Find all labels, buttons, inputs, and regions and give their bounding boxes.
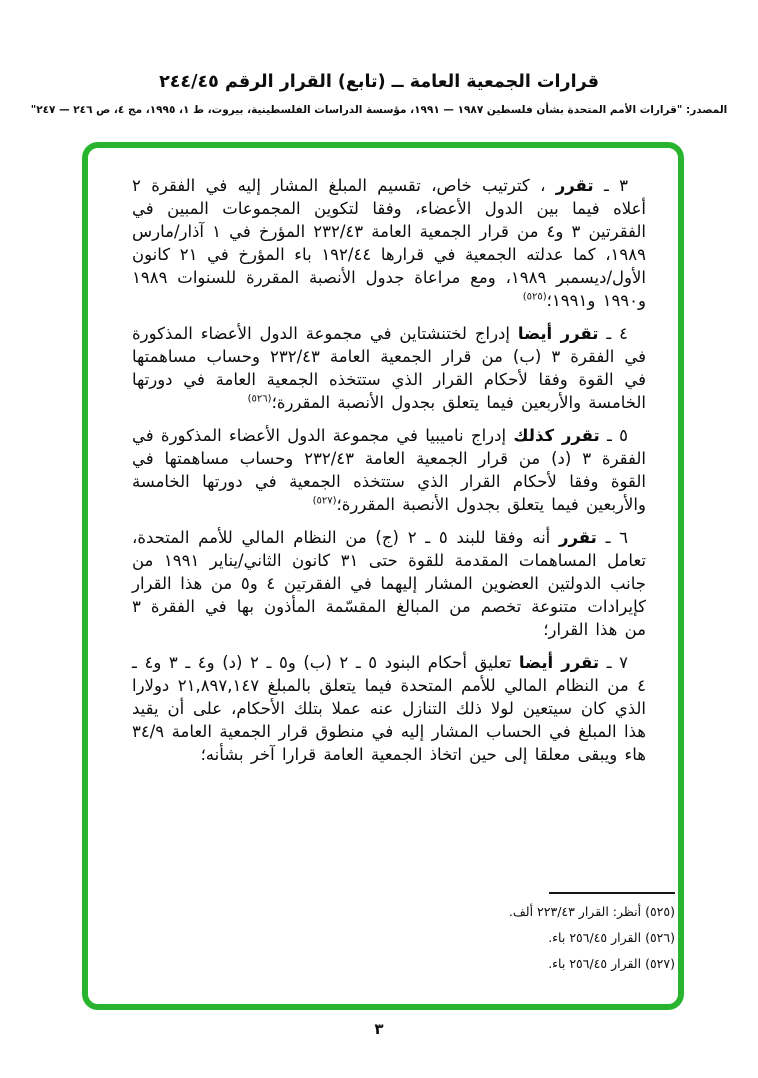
footnotes-block — [445, 892, 675, 977]
paragraph-lead: تقرر أيضا — [518, 653, 600, 672]
paragraph-5 — [132, 424, 646, 516]
footnote: (٥٢٥) أنظر: القرار ٢٢٣/٤٣ ألف. — [508, 904, 675, 919]
paragraph-lead: تقرر أيضا — [517, 324, 599, 343]
paragraph-text: ، كترتيب خاص، تقسيم المبلغ المشار إليه في الفقرة ٢ أعلاه فيما بين الدول الأعضاء، وفقا لتكوين المجموعات المبين في الفقرتين ٣ و٤ من قرار الجمعية العامة ٢٣٢/٤٣ المؤرخ في ١ آذار/مارس ١٩٨٩، كما عدلته الجمعية في قرارها ١٩٢/٤٤ باء المؤرخ في ٢١ كانون الأول/ديسمبر ١٩٨٩، ومع مراعاة جدول الأنصبة المقررة للسنوات ١٩٨٩ و١٩٩٠ و١٩٩١؛ — [132, 176, 646, 310]
paragraph-3 — [132, 174, 646, 312]
paragraph-number: ٧ ـ — [606, 653, 628, 672]
footnote-ref: (٥٢٧) — [312, 495, 337, 507]
page-number: ٣ — [374, 1020, 384, 1038]
paragraph-lead: تقرر — [555, 176, 594, 195]
footnote-separator — [549, 892, 675, 894]
paragraph-text: إدراج لختنشتاين في مجموعة الدول الأعضاء المذكورة في الفقرة ٣ (ب) من قرار الجمعية العامة ٢٣٢/٤٣ وحساب مساهمتها في القوة وفقا لأحكام القرار الذي ستتخذه الجمعية العامة في دورتها الخامسة والأربعين فيما يتعلق بجدول الأنصبة المقررة؛ — [132, 324, 646, 412]
paragraph-number: ٦ ـ — [605, 528, 628, 547]
paragraph-text: أنه وفقا للبند ٥ ـ ٢ (ج) من النظام المالي للأمم المتحدة، تعامل المساهمات المقدمة للقوة حتى ٣١ كانون الثاني/يناير ١٩٩١ من جانب الدولتين العضوين المشار إليهما في الفقرتين ٤ و٥ من هذا القرار كإيرادات متنوعة تخصم من المبالغ المقسّمة المأذون بها في الفقرة ٣ من هذا القرار؛ — [132, 528, 646, 639]
footnote: (٥٢٧) القرار ٢٥٦/٤٥ باء. — [548, 956, 675, 971]
paragraph-7 — [132, 651, 646, 766]
footnote-ref: (٥٢٦) — [247, 393, 272, 405]
paragraph-number: ٥ ـ — [607, 426, 628, 445]
paragraph-4 — [132, 322, 646, 414]
paragraph-number: ٤ ـ — [606, 324, 629, 343]
footnote: (٥٢٦) القرار ٢٥٦/٤٥ باء. — [548, 930, 675, 945]
footnote-ref: (٥٢٥) — [522, 291, 547, 303]
source-line: المصدر: "قرارات الأمم المتحدة بشأن فلسطين ١٩٨٧ — ١٩٩١، مؤسسة الدراسات الفلسطينية، بيروت، ط ١، ١٩٩٥، مج ٤، ص ٢٤٦ — ٢٤٧" — [30, 104, 728, 116]
paragraph-6 — [132, 526, 646, 641]
page-title: قرارات الجمعية العامة ــ (تابع) القرار الرقم ٢٤٤/٤٥ — [159, 72, 599, 92]
paragraph-lead: تقرر كذلك — [513, 426, 600, 445]
resolution-body — [132, 174, 646, 776]
resolution-frame — [82, 142, 684, 1010]
paragraph-text: إدراج ناميبيا في مجموعة الدول الأعضاء المذكورة في الفقرة ٣ (د) من قرار الجمعية العامة ٢٣٢/٤٣ وحساب مساهمتها في القوة وفقا لأحكام القرار الذي ستتخذه الجمعية في دورتها الخامسة والأربعين فيما يتعلق بجدول الأنصبة المقررة؛ — [132, 426, 646, 514]
paragraph-number: ٣ ـ — [603, 176, 628, 195]
paragraph-lead: تقرر — [558, 528, 597, 547]
paragraph-text: تعليق أحكام البنود ٥ ـ ٢ (ب) و٥ ـ ٢ (د) و٤ ـ ٣ و٤ ـ ٤ من النظام المالي للأمم المتحدة فيما يتعلق بالمبلغ ٢١,٨٩٧,١٤٧ دولارا الذي كان سيتعين لولا ذلك التنازل عنه عملا بتلك الأحكام، على أن يقيد هذا المبلغ في الحساب المشار إليه في منطوق قرار الجمعية العامة ٣٤/٩ هاء ويبقى معلقا إلى حين اتخاذ الجمعية العامة قرارا آخر بشأنه؛ — [132, 653, 646, 764]
